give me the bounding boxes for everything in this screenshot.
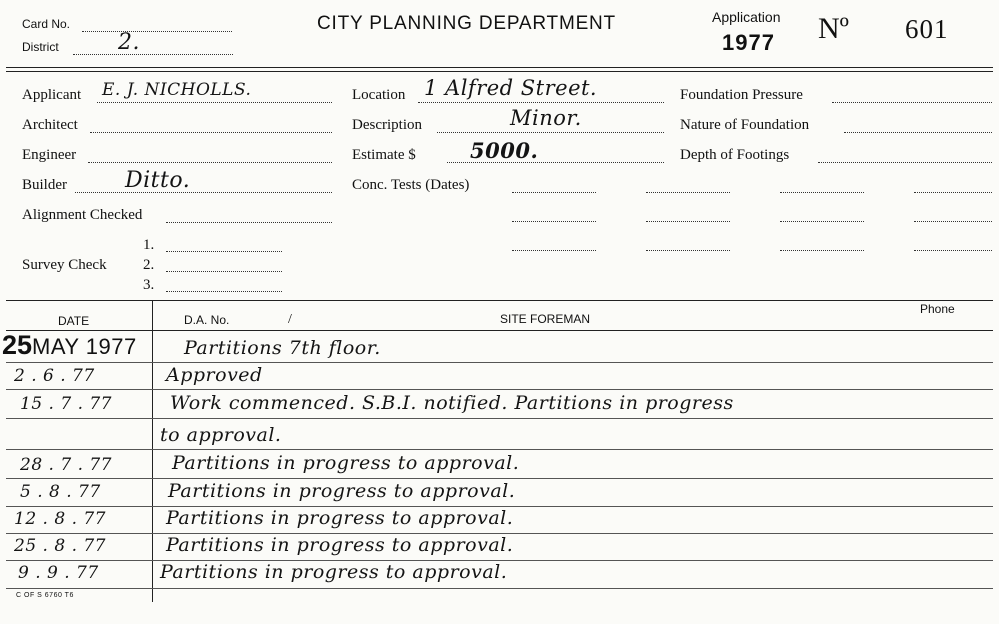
conc-line-3c [780, 250, 864, 251]
card-no-line [82, 31, 232, 32]
print-code: C OF S 6760 T6 [16, 592, 74, 599]
district-line [73, 54, 233, 55]
applicant-label: Applicant [22, 87, 82, 103]
date-stamp [2, 330, 137, 361]
survey-line-2 [166, 271, 282, 272]
survey-label: Survey Check [22, 257, 107, 273]
log-date: 25 . 8 . 77 [14, 536, 107, 556]
da-header: D.A. No. [184, 313, 230, 327]
engineer-label: Engineer [22, 147, 77, 163]
phone-header: Phone [920, 302, 955, 316]
location-label: Location [352, 87, 406, 103]
estimate-label: Estimate $ [352, 147, 416, 163]
applicant-line [97, 102, 332, 103]
row-line [6, 478, 993, 479]
conc-line-2b [646, 221, 730, 222]
builder-line [75, 192, 332, 193]
log-entry: Work commenced. S.B.I. notified. Partitions in progress [170, 392, 734, 414]
conc-line-3a [512, 250, 596, 251]
log-entry: Partitions in progress to approval. [166, 534, 514, 556]
row-line [6, 418, 993, 419]
number-symbol: Nº [818, 12, 849, 45]
row-line [6, 449, 993, 450]
estimate-value: 5000. [470, 138, 539, 163]
date-header: DATE [58, 314, 90, 328]
architect-label: Architect [22, 117, 78, 133]
district-value: 2. [118, 30, 140, 55]
log-entry: Partitions in progress to approval. [172, 452, 520, 474]
conc-line-1b [646, 192, 730, 193]
location-value: 1 Alfred Street. [424, 76, 598, 100]
description-line [437, 132, 664, 133]
conc-tests-label: Conc. Tests (Dates) [352, 177, 470, 193]
log-date: 5 . 8 . 77 [20, 482, 101, 502]
builder-label: Builder [22, 177, 67, 193]
log-entry: to approval. [160, 424, 282, 446]
stamp-month-year: MAY 1977 [32, 334, 137, 359]
alignment-label: Alignment Checked [22, 207, 143, 223]
location-line [418, 102, 664, 103]
conc-line-2c [780, 221, 864, 222]
conc-line-1d [914, 192, 992, 193]
survey-num-1: 1. [143, 237, 155, 253]
department-title: CITY PLANNING DEPARTMENT [317, 13, 616, 34]
log-date: 9 . 9 . 77 [18, 563, 99, 583]
header-rule-1 [6, 67, 993, 68]
log-date: 28 . 7 . 77 [20, 455, 113, 475]
foundation-pressure-line [832, 102, 992, 103]
foreman-header: SITE FOREMAN [500, 312, 591, 326]
conc-line-1c [780, 192, 864, 193]
conc-line-3d [914, 250, 992, 251]
description-label: Description [352, 117, 422, 133]
date-column-divider [152, 300, 153, 602]
survey-line-1 [166, 251, 282, 252]
log-entry: Partitions in progress to approval. [166, 507, 514, 529]
card-no-label: Card No. [22, 17, 71, 31]
row-line [6, 588, 993, 589]
builder-value: Ditto. [125, 168, 191, 193]
log-rule-top [6, 300, 993, 301]
stamp-day: 25 [2, 330, 33, 360]
depth-footings-label: Depth of Footings [680, 147, 790, 163]
row-line [6, 362, 993, 363]
nature-foundation-line [844, 132, 992, 133]
survey-num-3: 3. [143, 277, 155, 293]
conc-line-2a [512, 221, 596, 222]
conc-line-2d [914, 221, 992, 222]
application-number: 601 [905, 14, 949, 44]
conc-line-1a [512, 192, 596, 193]
nature-foundation-label: Nature of Foundation [680, 117, 810, 133]
description-value: Minor. [510, 106, 582, 130]
log-entry: Partitions in progress to approval. [160, 561, 508, 583]
da-mark: / [288, 312, 292, 327]
district-label: District [22, 40, 59, 54]
row-line [6, 389, 993, 390]
log-entry: Partitions in progress to approval. [168, 480, 516, 502]
survey-line-3 [166, 291, 282, 292]
application-label: Application [712, 9, 781, 25]
depth-footings-line [818, 162, 992, 163]
log-entry: Approved [166, 364, 263, 386]
header-rule-2 [6, 71, 993, 72]
survey-num-2: 2. [143, 257, 155, 273]
conc-line-3b [646, 250, 730, 251]
architect-line [90, 132, 332, 133]
log-rule-header [6, 330, 993, 331]
alignment-line [166, 222, 332, 223]
engineer-line [88, 162, 332, 163]
application-year: 1977 [722, 30, 775, 55]
log-date: 2 . 6 . 77 [14, 366, 95, 386]
log-date: 15 . 7 . 77 [20, 394, 113, 414]
log-date: 12 . 8 . 77 [14, 509, 107, 529]
applicant-value: E. J. NICHOLLS. [102, 80, 252, 100]
log-entry: Partitions 7th floor. [184, 337, 381, 359]
foundation-pressure-label: Foundation Pressure [680, 87, 803, 103]
